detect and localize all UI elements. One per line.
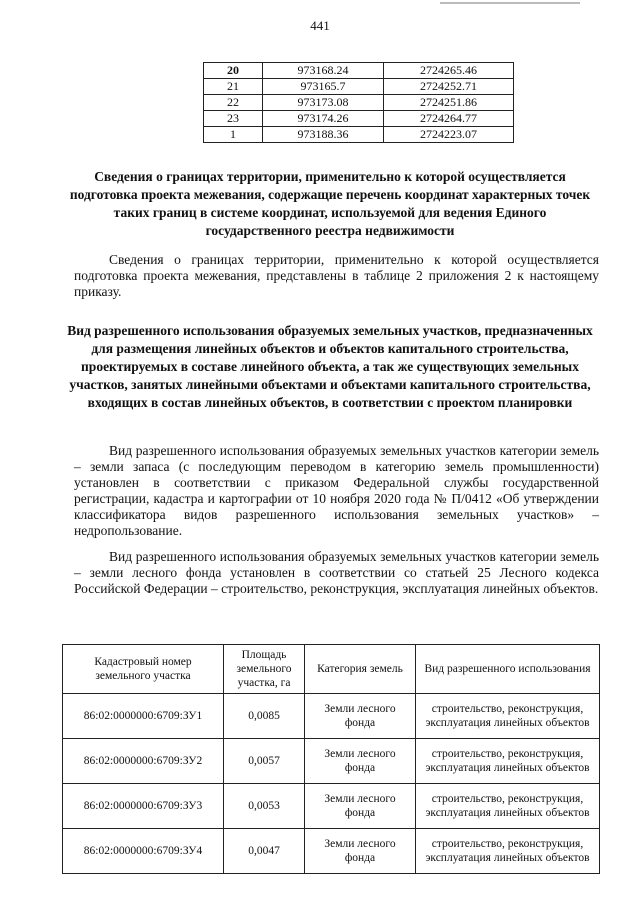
cadastral-number: 86:02:0000000:6709:ЗУ2 [63, 739, 224, 784]
point-number: 23 [204, 111, 263, 127]
parcels-table [62, 644, 600, 874]
point-number: 21 [204, 79, 263, 95]
coord-y: 2724252.71 [384, 79, 514, 95]
table-row [204, 111, 514, 127]
coord-y: 2724251.86 [384, 95, 514, 111]
coord-x: 973173.08 [263, 95, 384, 111]
land-category: Земли лесного фонда [305, 739, 416, 784]
table-row [204, 63, 514, 79]
point-number: 20 [204, 63, 263, 79]
permitted-use: строительство, реконструкция, эксплуатация линейных объектов [416, 694, 600, 739]
header-permitted-use: Вид разрешенного использования [416, 645, 600, 694]
scan-artifact [440, 2, 580, 4]
coord-y: 2724264.77 [384, 111, 514, 127]
land-category: Земли лесного фонда [305, 829, 416, 874]
paragraph-reserve-lands: Вид разрешенного использования образуемых земельных участков категории земель – земли запаса (с последующим переводом в категорию земель промышленности) установлен в соответствии с приказом Федеральной службы государственной регистрации, кадастра и картографии от 10 ноября 2020 года № П/0412 «Об утверждении классификатора видов разрешенного использования земельных участков» – недропользование. [74, 443, 599, 538]
area: 0,0057 [224, 739, 305, 784]
table-row [63, 739, 600, 784]
table-row [63, 829, 600, 874]
area: 0,0047 [224, 829, 305, 874]
table-row [63, 694, 600, 739]
coordinates-table [203, 62, 514, 143]
cadastral-number: 86:02:0000000:6709:ЗУ1 [63, 694, 224, 739]
header-land-category: Категория земель [305, 645, 416, 694]
coord-x: 973168.24 [263, 63, 384, 79]
header-area: Площадь земельного участка, га [224, 645, 305, 694]
header-cadastral-number: Кадастровый номер земельного участка [63, 645, 224, 694]
coord-x: 973174.26 [263, 111, 384, 127]
point-number: 1 [204, 127, 263, 143]
section-heading-boundaries: Сведения о границах территории, применительно к которой осуществляется подготовка проекта межевания, содержащие перечень координат характерных точек таких границ в системе координат, используемой для ведения Единого государственного реестра недвижимости [69, 169, 591, 238]
coord-x: 973165.7 [263, 79, 384, 95]
permitted-use: строительство, реконструкция, эксплуатация линейных объектов [416, 784, 600, 829]
coord-x: 973188.36 [263, 127, 384, 143]
table-header-row [63, 645, 600, 694]
table-row [204, 95, 514, 111]
cadastral-number: 86:02:0000000:6709:ЗУ4 [63, 829, 224, 874]
page-number: 441 [310, 18, 330, 33]
land-category: Земли лесного фонда [305, 694, 416, 739]
table-row [63, 784, 600, 829]
area: 0,0085 [224, 694, 305, 739]
paragraph-forest-lands: Вид разрешенного использования образуемых земельных участков категории земель – земли лесного фонда установлен в соответствии со статьей 25 Лесного кодекса Российской Федерации – строительство, реконструкция, эксплуатация линейных объектов. [74, 549, 599, 596]
permitted-use: строительство, реконструкция, эксплуатация линейных объектов [416, 829, 600, 874]
table-row [204, 79, 514, 95]
cadastral-number: 86:02:0000000:6709:ЗУ3 [63, 784, 224, 829]
coord-y: 2724223.07 [384, 127, 514, 143]
land-category: Земли лесного фонда [305, 784, 416, 829]
coord-y: 2724265.46 [384, 63, 514, 79]
area: 0,0053 [224, 784, 305, 829]
point-number: 22 [204, 95, 263, 111]
section-heading-permitted-use: Вид разрешенного использования образуемых земельных участков, предназначенных для размещения линейных объектов и объектов капитального строительства, проектируемых в составе линейного объекта, а так же существующих земельных участков, занятых линейными объектами и объектами капитального строительства, входящих в состав линейных объектов, в соответствии с проектом планировки [67, 323, 593, 410]
permitted-use: строительство, реконструкция, эксплуатация линейных объектов [416, 739, 600, 784]
table-row [204, 127, 514, 143]
paragraph-boundaries: Сведения о границах территории, применительно к которой осуществляется подготовка проекта межевания, представлены в таблице 2 приложения 2 к настоящему приказу. [74, 252, 599, 299]
